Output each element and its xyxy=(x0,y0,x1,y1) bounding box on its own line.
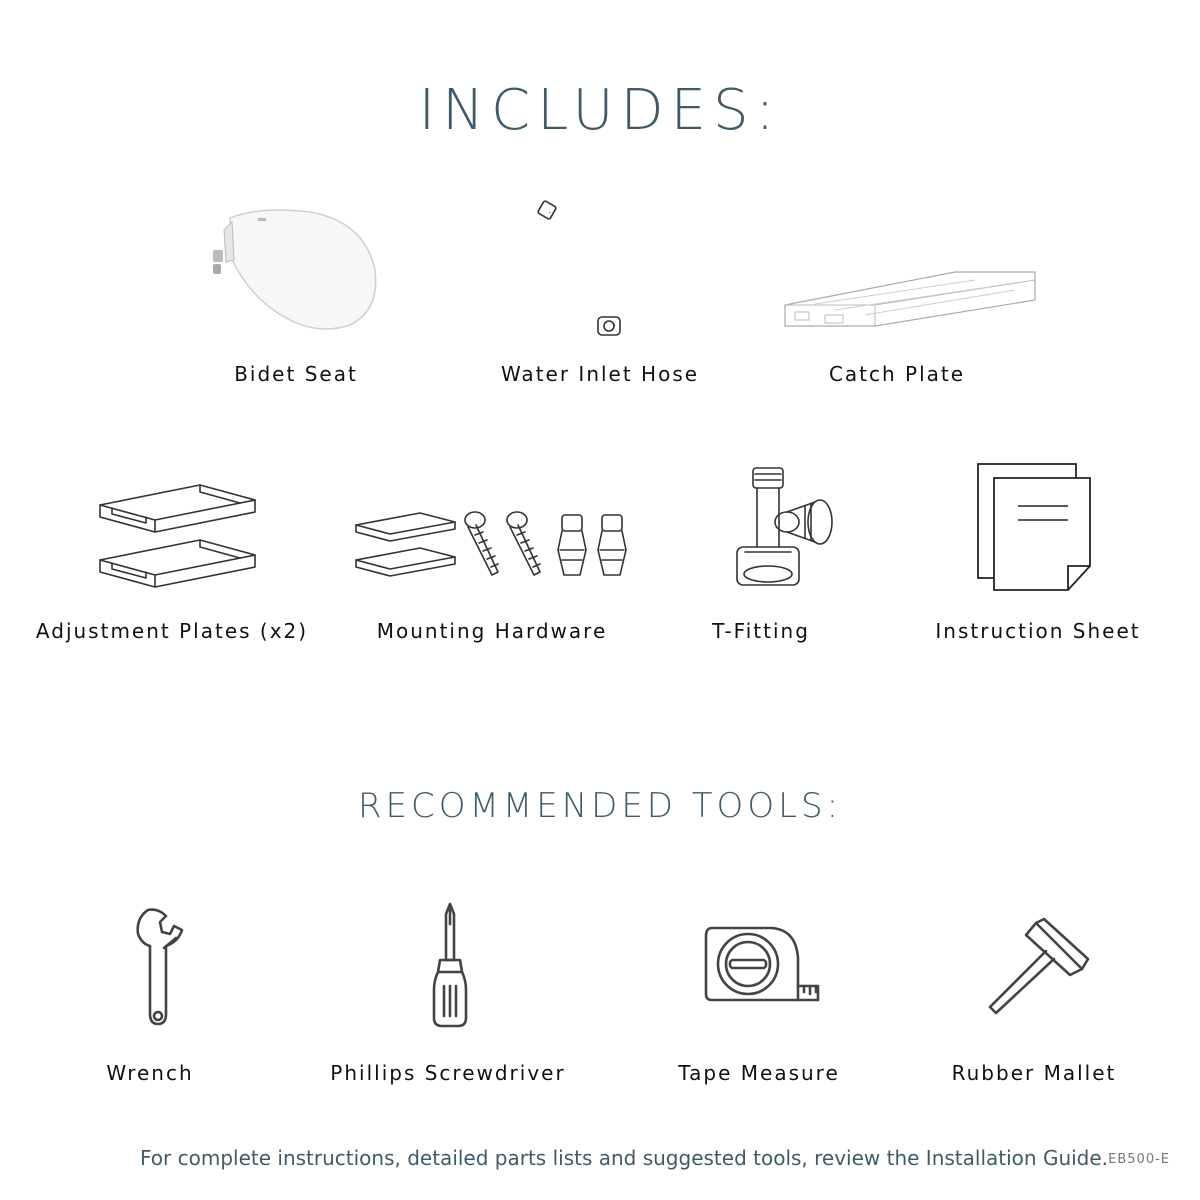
tape-measure-label: Tape Measure xyxy=(678,1061,840,1085)
adjustment-plates-icon xyxy=(90,480,265,590)
wrench-icon xyxy=(118,900,198,1030)
mounting-hardware-label: Mounting Hardware xyxy=(376,619,608,643)
instruction-sheet-label: Instruction Sheet xyxy=(935,619,1141,643)
screwdriver-icon xyxy=(410,900,490,1030)
footer-note: For complete instructions, detailed parts lists and suggested tools, review the Installation Guide. xyxy=(140,1146,1109,1170)
mallet-label: Rubber Mallet xyxy=(951,1061,1117,1085)
hose-label: Water Inlet Hose xyxy=(500,362,700,386)
bidet-seat-icon xyxy=(200,200,390,340)
tools-heading: RECOMMENDED TOOLS: xyxy=(357,786,843,826)
mounting-hardware-icon xyxy=(350,505,650,585)
catch-plate-icon xyxy=(775,260,1045,330)
screwdriver-label: Phillips Screwdriver xyxy=(330,1061,566,1085)
includes-heading: INCLUDES: xyxy=(418,78,782,143)
t-fitting-label: T-Fitting xyxy=(712,619,810,643)
product-code: EB500-E xyxy=(1108,1152,1170,1167)
instruction-sheet-icon xyxy=(970,458,1100,598)
catch-plate-label: Catch Plate xyxy=(828,362,966,386)
adjustment-plates-label: Adjustment Plates (x2) xyxy=(35,619,309,643)
wrench-label: Wrench xyxy=(106,1061,194,1085)
mallet-icon xyxy=(980,915,1095,1020)
bidet-seat-label: Bidet Seat xyxy=(234,362,358,386)
hose-icon xyxy=(520,195,680,345)
tape-measure-icon xyxy=(700,918,825,1013)
t-fitting-icon xyxy=(715,462,840,592)
